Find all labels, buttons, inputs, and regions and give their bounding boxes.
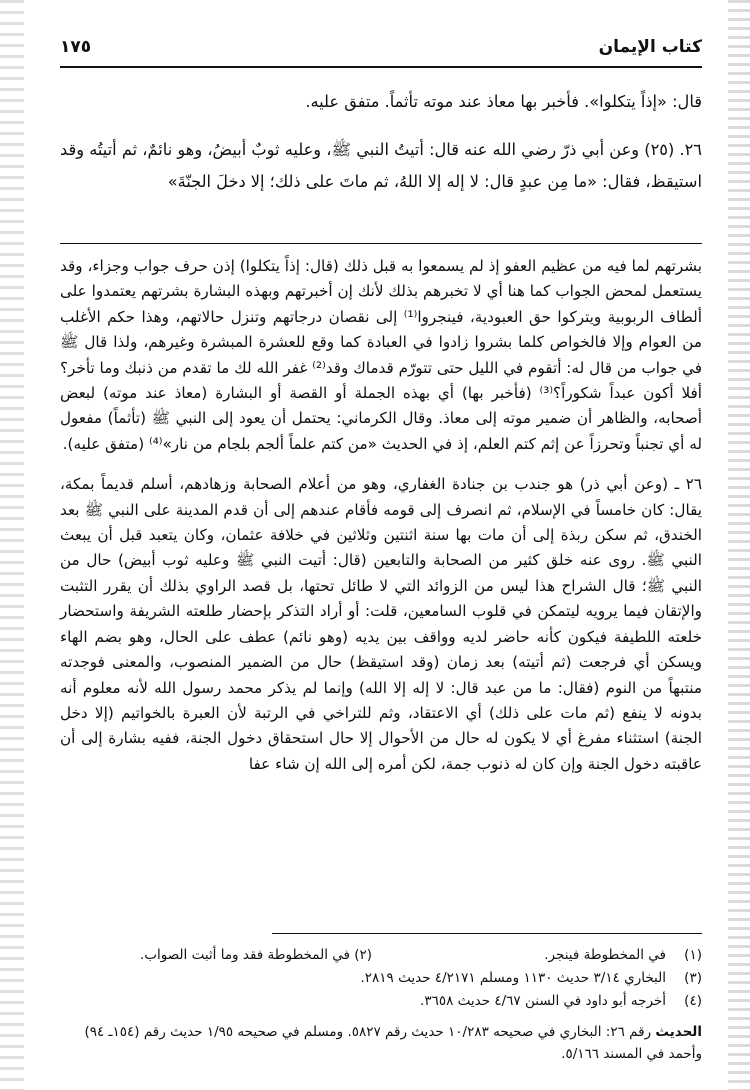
footnote-number: (٤) [684,993,702,1009]
hadith-reference-text: رقم ٢٦: البخاري في صحيحه ١٠/٢٨٣ حديث رقم ٥٨٢٧. ومسلم في صحيحه ١/٩٥ حديث رقم (١٥٤ـ ٩٤) وأحمد في المسند ٥/١٦٦. [84,1024,702,1062]
hadith-paragraph-2: ٢٦. (٢٥) وعن أبي ذرّ رضي الله عنه قال: أتيتُ النبي ﷺ، وعليه ثوبٌ أبيضُ، وهو نائمٌ، ثم أتيتُه وقد استيقظ، فقال: «ما مِن عبدٍ قال: لا إله إلا اللهُ، ثم ماتَ على ذلك؛ إلا دخلَ الجنّةَ» [60,140,702,191]
decorative-border-right [728,0,750,1090]
book-title: كتاب الإيمان [598,37,702,57]
commentary-paragraph-1: بشرتهم لما فيه من عظيم العفو إذ لم يسمعوا به قبل ذلك (قال: إذاً يتكلوا) إذن حرف جواب وجزاء، وقد يستعمل لمحض الجواب كما هنا أي لا تخبرهم بذلك لأنك إن أخبرتهم وبهذه البشارة بشرتهم يعتمدوا على ألطاف الربوبية ويتركوا حق العبودية، فينجروا⁽¹⁾ إلى نقصان درجاتهم وتنزل حالاتهم، وهذا حكم الأغلب من العوام وإلا فالخواص كلما بشروا زادوا في العبادة كما وقع للعشرة المبشرة وغيرهم، ولذا قال ﷺ في جواب من قال له: أتقوم في الليل حتى تتورّم قدماك وقد⁽²⁾ غفر الله لك ما تقدم من ذنبك وما تأخر؟ أفلا أكون عبداً شكوراً؟⁽³⁾ (فأخبر بها) أي بهذه الجملة أو القصة أو البشارة (معاذ عند موته) لبعض أصحابه، والظاهر أن ضمير موته إلى معاذ. وقال الكرماني: يحتمل أن يعود إلى النبي ﷺ (تأثماً) مفعول له أي تجنباً وتحرزاً عن إثم كتم العلم، إذ في الحديث «من كتم علماً ألجم بلجام من نار»⁽⁴⁾ (متفق عليه). [60,257,702,453]
footnote-row [60,990,702,1013]
page-number: ١٧٥ [60,37,92,57]
hadith-paragraph-1: قال: «إذاً يتكلوا». فأخبر بها معاذ عند موته تأثماً. متفق عليه. [305,92,702,111]
commentary [60,254,702,777]
footnote-number: (٣) [684,970,702,986]
running-header [60,32,702,62]
header-rule [60,66,702,68]
footnote-text: في المخطوطة فقد وما أثبت الصواب. [140,947,350,963]
footnote-text: البخاري ٣/١٤ حديث ١١٣٠ ومسلم ٤/٢١٧١ حديث ٢٨١٩. [360,970,666,986]
text-commentary-divider [60,243,702,244]
commentary-paragraph-2: ٢٦ ـ (وعن أبي ذر) هو جندب بن جنادة الغفاري، وهو من أعلام الصحابة وزهادهم، أسلم قديماً بمكة، يقال: كان خامساً في الإسلام، ثم انصرف إلى قومه فأقام عندهم إلى أن قدم المدينة على النبي ﷺ بعد الخندق، ثم سكن ربذة إلى أن مات بها سنة اثنتين وثلاثين في خلافة عثمان، وكان يتعبد قبل أن يبعث النبي ﷺ. روى عنه خلق كثير من الصحابة والتابعين (قال: أتيت النبي ﷺ وعليه ثوب أبيض) حال من النبي ﷺ؛ قال الشراح هذا ليس من الزوائد التي لا طائل تحتها، بل قصد الراوي بذلك أن يقرر التثبت والإتقان فيما يرويه ليتمكن في قلوب السامعين، قلت: أو أراد التذكر بإحضار طلعته الشريفة واستحضار خلعته اللطيفة فيكون كأنه حاضر لديه وواقف بين يديه (وهو نائم) عطف على الحال، وهو بضم الهاء ويسكن أي فرجعت (ثم أتيته) بعد زمان (وقد استيقظ) حال من الضمير المنصوب، والمعنى فوجدته منتبهاً من النوم (فقال: ما من عبد قال: لا إله إلا الله) وإنما لم يذكر محمد رسول الله لأنه معلوم أنه بدونه لا ينفع (ثم مات على ذلك) أي الاعتقاد، وثم للتراخي في الرتبة لأن العبرة بالخواتيم (إلا دخل الجنة) استثناء مفرغ أي لا يكون له حال من الأحوال إلا حال استحقاق دخول الجنة، ففيه بشارة إلى أن عاقبته دخول الجنة وإن كان له ذنوب جمة، لكن أمره إلى الله إن شاء عفا [60,475,702,773]
footnote-row [60,967,702,990]
footnote-row [60,944,702,967]
footnote-text: في المخطوطة فينجر. [544,947,666,963]
footnotes [60,944,702,1065]
hadith-reference [60,1021,702,1065]
footnote-rule [272,933,702,934]
hadith-text [60,86,702,198]
footnote-text: أخرجه أبو داود في السنن ٤/٦٧ حديث ٣٦٥٨. [420,993,666,1009]
footnote-number: (١) [684,947,702,963]
decorative-border-left [0,0,24,1090]
footnote-number: (٢) [354,947,373,963]
hadith-reference-label: الحديث [655,1024,702,1040]
